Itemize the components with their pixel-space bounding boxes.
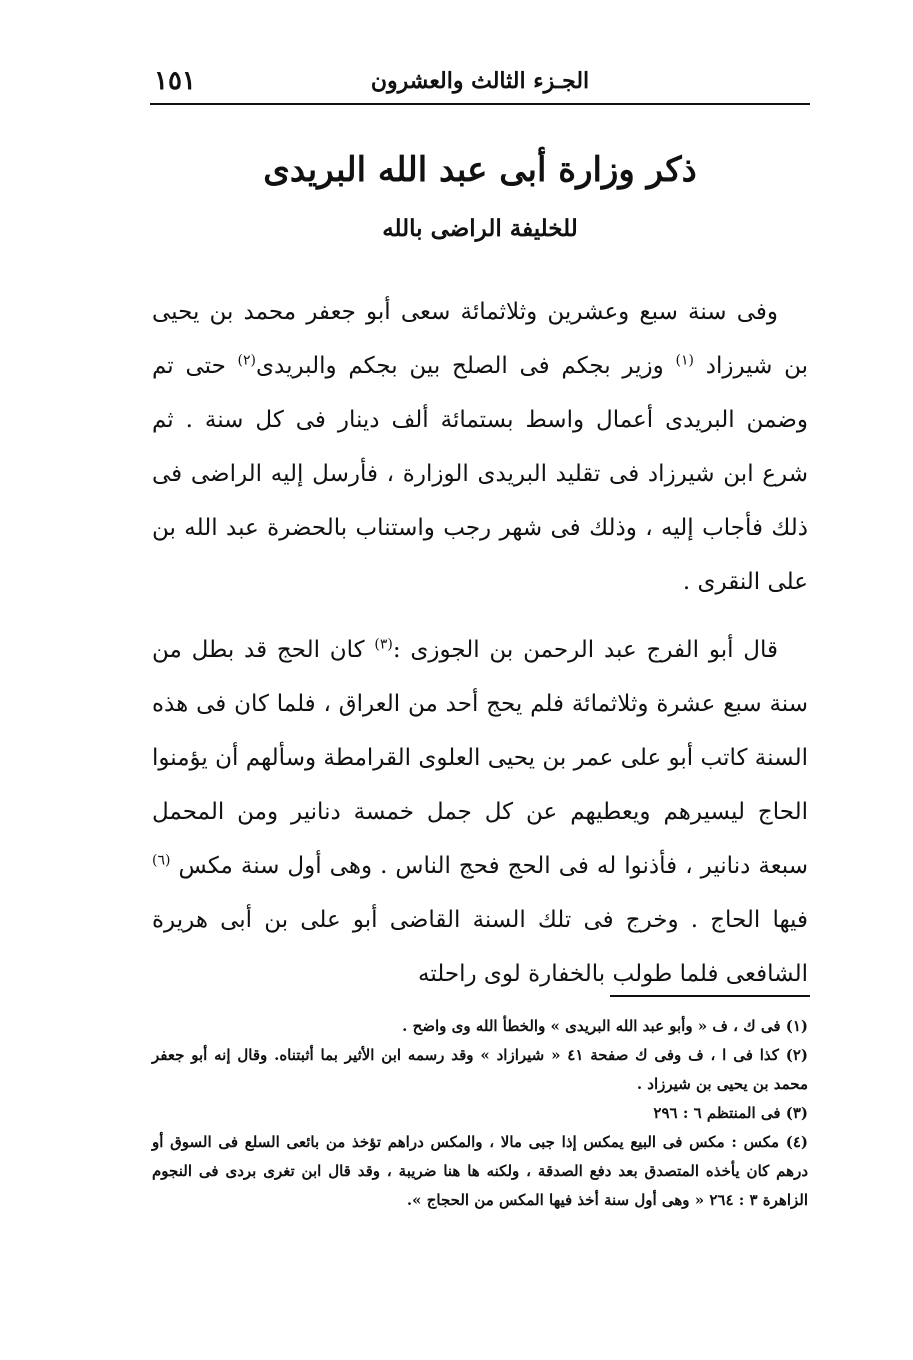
paragraph-2-text-c: فيها الحاج . وخرج فى تلك السنة القاضى أبو على بن أبى هريرة الشافعى فلما طولب بالخفارة لوى راحلته <box>152 907 808 987</box>
footnote-ref-4[interactable]: (٦) <box>152 852 171 869</box>
footnote-rule <box>610 995 810 997</box>
footnote-1: (١) فى ك ، ف « وأبو عبد الله البريدى » والخطأ الله وى واضح . <box>402 1017 808 1035</box>
paragraph-2 <box>152 623 808 1001</box>
paragraph-1-text-b: وزير بجكم فى الصلح بين بجكم والبريدى <box>256 353 664 379</box>
paragraph-2-text-a: قال أبو الفرج عبد الرحمن بن الجوزى : <box>392 637 778 663</box>
body-text <box>152 285 808 1001</box>
paragraph-2-text-b: كان الحج قد بطل من سنة سبع عشرة وثلاثمائة فلم يحج أحد من العراق ، فلما كان فى هذه السنة كاتب أبو على عمر بن يحيى العلوى القرامطة وسألهم أن يؤمنوا الحاج ليسيرهم ويعطيهم عن كل جمل خمسة دنانير ومن المحمل سبعة دنانير ، فأذنوا له فى الحج فحج الناس . وهى أول سنة مكس <box>152 637 808 879</box>
running-head-title: الجـزء الثالث والعشرون <box>370 68 590 94</box>
footnote-4: (٤) مكس : مكس فى البيع يمكس إذا جبى مالا ، والمكس دراهم تؤخذ من بائعى السلع فى السوق أو درهم كان يأخذه المتصدق بعد دفع الصدقة ، ولكنه ها هنا ضريبة ، وقد قال ابن تغرى بردى فى النجوم الزاهرة ٣ : ٢٦٤ « وهى أول سنة أخذ فيها المكس من الحجاج ». <box>152 1133 808 1209</box>
paragraph-1-text-c: حتى تم وضمن البريدى أعمال واسط بستمائة ألف دينار فى كل سنة . ثم شرع ابن شيرزاد فى تقليد البريدى الوزارة ، فأرسل إليه الراضى فى ذلك فأجاب إليه ، وذلك فى شهر رجب واستناب بالحضرة عبد الله بن على النقرى . <box>152 353 808 595</box>
chapter-subtitle: للخليفة الراضى بالله <box>382 215 578 242</box>
footnote-ref-2[interactable]: (٢) <box>237 352 257 369</box>
footnote-ref-3[interactable]: (٣) <box>374 636 393 653</box>
footnote-2: (٢) كذا فى ا ، ف وفى ك صفحة ٤١ « شيرازاد » وقد رسمه ابن الأثير بما أثبتناه. وقال إنه أبو جعفر محمد بن يحيى بن شيرزاد . <box>152 1046 808 1093</box>
footnotes <box>152 1012 808 1215</box>
running-head <box>150 60 810 102</box>
page-number: ١٥١ <box>154 66 196 96</box>
footnote-3: (٣) فى المنتظم ٦ : ٢٩٦ <box>653 1104 808 1122</box>
paragraph-1 <box>152 285 808 609</box>
chapter-title: ذكر وزارة أبى عبد الله البريدى <box>263 150 697 190</box>
header-rule <box>150 103 810 105</box>
footnote-ref-1[interactable]: (١) <box>675 352 694 369</box>
paragraph-1-text-a: وفى سنة سبع وعشرين وثلاثمائة سعى أبو جعفر محمد بن يحيى بن شيرزاد <box>152 299 808 379</box>
